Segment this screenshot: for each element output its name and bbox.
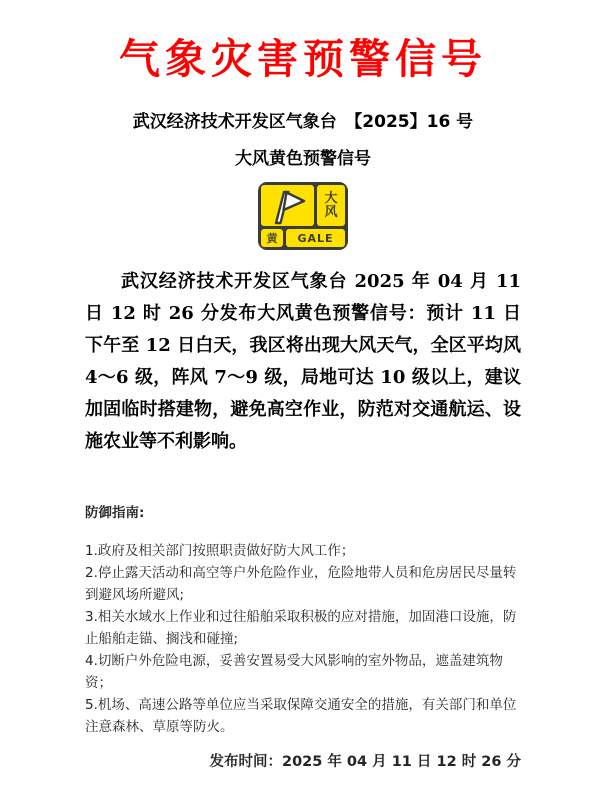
guide-item-1: 1.政府及相关部门按照职责做好防大风工作； [85, 543, 355, 560]
badge-type-char-top: 大 [324, 190, 338, 206]
warning-body-paragraph: 武汉经济技术开发区气象台 2025 年 04 月 11 日 12 时 26 分发布大风黄色预警信号：预计 11 日下午至 12 日白天，我区将出现大风天气，全区平均风 4～6 级，阵风 7～9 级，局地可达 10 级以上，建议加固临时搭建物，避免高空作业，防范对交通航运、设施农业等不利影响。 [85, 271, 521, 453]
badge-type-label [317, 185, 345, 226]
gale-warning-badge [258, 182, 348, 250]
publish-time: 发布时间：2025 年 04 月 11 日 12 时 26 分 [209, 754, 521, 771]
badge-code-label: GALE [286, 229, 345, 247]
page-title: 气象灾害预警信号 [119, 35, 487, 83]
badge-type-char-bottom: 风 [324, 204, 338, 220]
badge-level-label: 黄 [261, 229, 283, 247]
guide-item-3: 3.相关水域水上作业和过往船舶采取积极的应对措施，加固港口设施，防止船舶走锚、搁浅和碰撞; [85, 609, 517, 648]
warning-notice-page [0, 36, 606, 790]
defense-guide-heading: 防御指南: [85, 505, 145, 522]
guide-item-5: 5.机场、高速公路等单位应当采取保障交通安全的措施，有关部门和单位注意森林、草原等防火。 [85, 697, 517, 736]
guide-item-2: 2.停止露天活动和高空等户外危险作业，危险地带人员和危房居民尽量转到避风场所避风; [85, 565, 517, 604]
badge-bottom-row [261, 229, 345, 247]
guide-item-4: 4.切断户外危险电源，妥善安置易受大风影响的室外物品，遮盖建筑物资； [85, 653, 503, 692]
defense-guide-section [85, 502, 521, 738]
gale-flag-icon [261, 185, 314, 226]
signal-name: 大风黄色预警信号 [235, 149, 371, 170]
badge-top-row [261, 185, 345, 226]
warning-badge-container [0, 182, 606, 250]
issuer-line: 武汉经济技术开发区气象台 【2025】16 号 [132, 112, 474, 133]
